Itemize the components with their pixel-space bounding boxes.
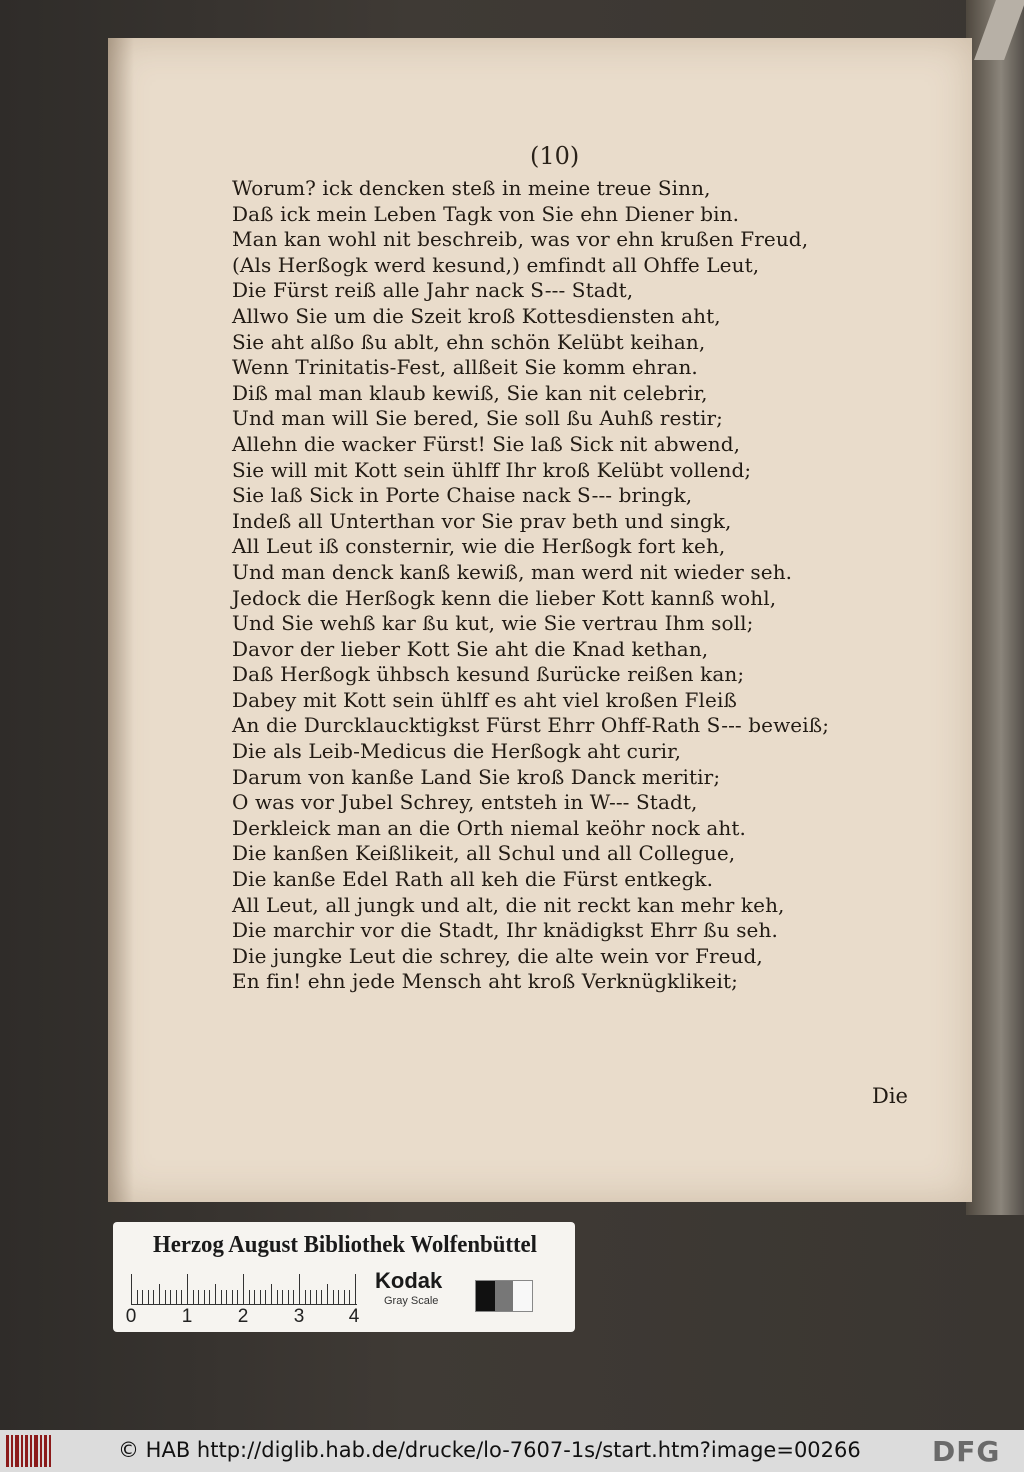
ruler-tick: [271, 1284, 272, 1304]
text-line: En fin! ehn jede Mensch aht kroß Verknügklikeit;: [232, 969, 738, 994]
text-line: Dabey mit Kott sein ühlff es aht viel kroßen Fleiß: [232, 687, 737, 712]
ruler-tick: [153, 1290, 154, 1304]
text-line: Sie aht alßo ßu ablt, ehn schön Kelübt keihan,: [232, 329, 706, 354]
ruler-tick: [198, 1290, 199, 1304]
text-line: Die Fürst reiß alle Jahr nack S--- Stadt,: [232, 278, 634, 303]
ruler-tick: [338, 1290, 339, 1304]
text-line: Daß ick mein Leben Tagk von Sie ehn Diener bin.: [232, 201, 740, 226]
ruler-tick: [249, 1290, 250, 1304]
text-line: Indeß all Unterthan vor Sie prav beth und singk,: [232, 508, 732, 533]
kodak-brand: Kodak: [375, 1268, 443, 1293]
ruler-tick: [293, 1290, 294, 1304]
ruler-tick: [333, 1290, 334, 1304]
catchword: Die: [872, 1084, 908, 1108]
gray-patch-white: [513, 1281, 532, 1311]
ruler-tick: [254, 1290, 255, 1304]
text-line: Die marchir vor die Stadt, Ihr knädigkst Ehrr ßu seh.: [232, 918, 778, 943]
ruler-tick: [355, 1274, 356, 1304]
ruler-tick: [221, 1290, 222, 1304]
text-line: All Leut iß consternir, wie die Herßogk fort keh,: [232, 534, 726, 559]
hab-barcode-icon: [6, 1435, 52, 1467]
text-line: (Als Herßogk werd kesund,) emfindt all Ohffe Leut,: [232, 252, 760, 277]
page-text: [232, 176, 932, 995]
text-line: Allehn die wacker Fürst! Sie laß Sick nit abwend,: [232, 431, 741, 456]
text-line: Die jungke Leut die schrey, die alte wein vor Freud,: [232, 943, 763, 968]
text-line: Worum? ick dencken steß in meine treue Sinn,: [232, 176, 711, 200]
ruler-tick: [204, 1290, 205, 1304]
text-line: Die kanßen Keißlikeit, all Schul und all Collegue,: [232, 841, 736, 866]
footer-bar: [0, 1430, 1024, 1472]
ruler-tick: [310, 1290, 311, 1304]
text-line: Und Sie wehß kar ßu kut, wie Sie vertrau Ihm soll;: [232, 611, 754, 636]
book-edge: [966, 0, 1024, 1215]
gray-patch-black: [476, 1281, 495, 1311]
library-color-card: [113, 1222, 575, 1332]
ruler-tick: [305, 1290, 306, 1304]
text-line: Darum von kanße Land Sie kroß Danck meritir;: [232, 764, 721, 789]
gray-patch-mid: [495, 1281, 514, 1311]
ruler-tick: [142, 1290, 143, 1304]
text-line: Jedock die Herßogk kenn die lieber Kott kannß wohl,: [232, 585, 777, 610]
text-line: Die als Leib-Medicus die Herßogk aht curir,: [232, 739, 682, 764]
text-line: Allwo Sie um die Szeit kroß Kottesdiensten aht,: [232, 303, 721, 328]
ruler-tick: [215, 1284, 216, 1304]
ruler-tick: [148, 1290, 149, 1304]
text-line: Sie laß Sick in Porte Chaise nack S--- bringk,: [232, 483, 693, 508]
page-gutter-shadow: [108, 38, 134, 1202]
ruler-tick: [232, 1290, 233, 1304]
ruler-tick: [243, 1274, 244, 1304]
ruler-tick: [344, 1290, 345, 1304]
text-line: An die Durcklaucktigkst Fürst Ehrr Ohff-Rath S--- beweiß;: [232, 713, 830, 738]
library-name: Herzog August Bibliothek Wolfenbüttel: [152, 1232, 538, 1258]
ruler-tick: [288, 1290, 289, 1304]
ruler-tick: [137, 1290, 138, 1304]
ruler-tick: [159, 1284, 160, 1304]
ruler-tick: [181, 1290, 182, 1304]
text-line: Und man denck kanß kewiß, man werd nit wieder seh.: [232, 559, 793, 584]
ruler-tick: [282, 1290, 283, 1304]
ruler-tick: [349, 1290, 350, 1304]
ruler-tick: [327, 1284, 328, 1304]
text-line: All Leut, all jungk und alt, die nit reckt kan mehr keh,: [232, 892, 785, 917]
text-line: Daß Herßogk ühbsch kesund ßurücke reißen kan;: [232, 662, 745, 687]
ruler-tick: [170, 1290, 171, 1304]
ruler-tick: [237, 1290, 238, 1304]
ruler-tick: [209, 1290, 210, 1304]
ruler-tick: [193, 1290, 194, 1304]
text-line: Sie will mit Kott sein ühlff Ihr kroß Kelübt vollend;: [232, 457, 752, 482]
text-line: Wenn Trinitatis-Fest, allßeit Sie komm ehran.: [232, 355, 698, 380]
ruler-tick: [321, 1290, 322, 1304]
copyright-link[interactable]: © HAB http://diglib.hab.de/drucke/lo-7607-1s/start.htm?image=00266: [118, 1438, 861, 1462]
ruler-tick: [187, 1274, 188, 1304]
ruler-tick: [176, 1290, 177, 1304]
ruler-number: 4: [348, 1306, 360, 1327]
ruler-tick: [277, 1290, 278, 1304]
text-line: Und man will Sie bered, Sie soll ßu Auhß restir;: [232, 406, 723, 431]
text-line: Die kanße Edel Rath all keh die Fürst entkegk.: [232, 867, 714, 892]
ruler-number: 1: [181, 1306, 193, 1327]
dfg-logo: DFG: [932, 1435, 1001, 1468]
text-line: Man kan wohl nit beschreib, was vor ehn krußen Freud,: [232, 227, 809, 252]
scale-ruler: [131, 1270, 357, 1305]
page-number: (10): [530, 142, 580, 170]
ruler-tick: [299, 1274, 300, 1304]
text-line: Derkleick man an die Orth niemal keöhr nock aht.: [232, 815, 746, 840]
text-line: Davor der lieber Kott Sie aht die Knad kethan,: [232, 636, 709, 661]
ruler-tick: [131, 1274, 132, 1304]
text-line: O was vor Jubel Schrey, entsteh in W--- Stadt,: [232, 790, 698, 815]
ruler-tick: [265, 1290, 266, 1304]
text-line: Diß mal man klaub kewiß, Sie kan nit celebrir,: [232, 380, 708, 405]
kodak-gray-scale-label: Gray Scale: [384, 1295, 439, 1307]
ruler-tick: [226, 1290, 227, 1304]
gray-scale-patches: [475, 1280, 533, 1312]
ruler-tick: [165, 1290, 166, 1304]
ruler-number: 3: [293, 1306, 305, 1327]
ruler-tick: [316, 1290, 317, 1304]
ruler-number: 2: [237, 1306, 249, 1327]
ruler-number: 0: [125, 1306, 137, 1327]
ruler-tick: [260, 1290, 261, 1304]
